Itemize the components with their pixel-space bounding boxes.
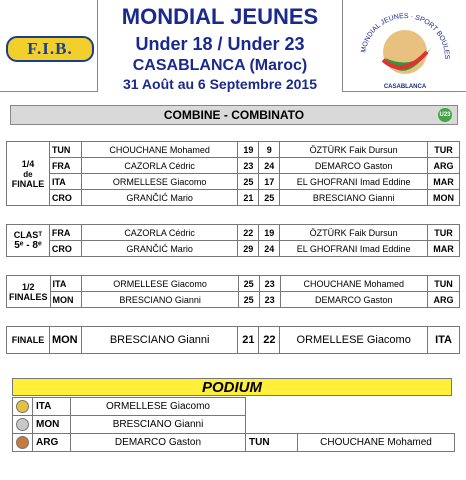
table-row [7,276,460,292]
player-name: CHOUCHANE Mohamed [298,434,455,452]
score: 22 [238,225,259,241]
player-name: BRESCIANO Gianni [280,190,428,206]
classement-label: CLASᵀ 5ᵉ - 8ᵉ [7,225,50,257]
country-code: CRO [49,190,81,206]
table-row [7,190,460,206]
country-code: ARG [33,434,71,452]
page-subtitle: Under 18 / Under 23 [135,34,305,54]
country-code: ARG [428,292,460,308]
semi-final-label: 1/2 FINALES [7,276,51,308]
table-row [7,292,460,308]
country-code: MAR [428,174,460,190]
player-name: DEMARCO Gaston [280,158,428,174]
country-code: FRA [49,158,81,174]
podium-row-second [13,416,455,434]
final-label: FINALE [7,327,50,354]
country-code: ITA [50,276,82,292]
final-table [6,326,460,354]
u23-badge-right: U23 [438,108,452,122]
podium-row-third [13,434,455,452]
player-name: EL GHOFRANI Imad Eddine [280,174,428,190]
fib-logo: F.I.B. [6,36,94,62]
player-name: ORMELLESE Giacomo [71,398,246,416]
header-logo-box [0,0,98,92]
score: 25 [238,276,259,292]
player-name: GRANČIĆ Mario [81,190,238,206]
score: 23 [259,276,280,292]
header-emblem-box [342,0,466,92]
player-name: ORMELLESE Giacomo [280,327,428,354]
emblem-arc-text: MONDIAL JEUNES · SPORT BOULES [360,12,451,60]
country-code: TUR [428,142,460,158]
table-row [7,142,460,158]
section-title: COMBINE - COMBINATO [10,105,458,125]
score: 23 [259,292,280,308]
country-code: MON [50,292,82,308]
score: 9 [259,142,280,158]
player-name: ÖZTÜRK Faik Dursun [280,142,428,158]
player-name: BRESCIANO Gianni [71,416,246,434]
player-name: GRANČIĆ Mario [81,241,237,257]
country-code: MON [33,416,71,434]
country-code: ITA [428,327,460,354]
country-code: CRO [49,241,81,257]
gold-medal-icon [16,400,29,413]
bronze-medal-icon [16,436,29,449]
quarter-final-table [6,141,460,206]
score: 25 [259,190,280,206]
player-name: CAZORLA Cédric [81,225,237,241]
country-code: ARG [428,158,460,174]
score: 19 [238,142,259,158]
table-row [7,174,460,190]
page-title: MONDIAL JEUNES [121,4,319,29]
podium-row-first [13,398,455,416]
player-name: ORMELLESE Giacomo [81,174,238,190]
podium-table [12,397,455,452]
event-dates: 31 Août au 6 Septembre 2015 [122,76,317,92]
country-code: TUR [428,225,460,241]
score: 25 [238,174,259,190]
player-name: CAZORLA Cédric [81,158,238,174]
quarter-final-label: 1/4 de FINALE [7,142,50,206]
event-emblem-icon [343,0,465,90]
silver-medal-icon [16,418,29,431]
country-code: MON [428,190,460,206]
table-row [7,158,460,174]
table-row [7,327,460,354]
score: 21 [238,327,259,354]
country-code: ITA [49,174,81,190]
country-code: ITA [33,398,71,416]
country-code: MAR [428,241,460,257]
table-row [7,241,460,257]
player-name: DEMARCO Gaston [71,434,246,452]
player-name: CHOUCHANE Mohamed [280,276,427,292]
score: 17 [259,174,280,190]
score: 24 [259,158,280,174]
event-city: CASABLANCA (Maroc) [132,57,308,74]
semi-final-table [6,275,460,308]
classement-table [6,224,460,257]
player-name: ORMELLESE Giacomo [82,276,238,292]
score: 19 [259,225,280,241]
table-row [7,225,460,241]
score: 23 [238,158,259,174]
player-name: ÖZTÜRK Faik Dursun [280,225,428,241]
score: 21 [238,190,259,206]
player-name: BRESCIANO Gianni [81,327,238,354]
country-code: FRA [49,225,81,241]
player-name: DEMARCO Gaston [280,292,427,308]
country-code: TUN [428,276,460,292]
country-code: MON [49,327,81,354]
player-name: EL GHOFRANI Imad Eddine [280,241,428,257]
emblem-city: CASABLANCA [383,84,427,90]
player-name: BRESCIANO Gianni [82,292,238,308]
score: 29 [238,241,259,257]
score: 22 [259,327,280,354]
country-code: TUN [49,142,81,158]
score: 24 [259,241,280,257]
score: 25 [238,292,259,308]
player-name: CHOUCHANE Mohamed [81,142,238,158]
podium-title: PODIUM [12,378,452,396]
country-code: TUN [246,434,298,452]
